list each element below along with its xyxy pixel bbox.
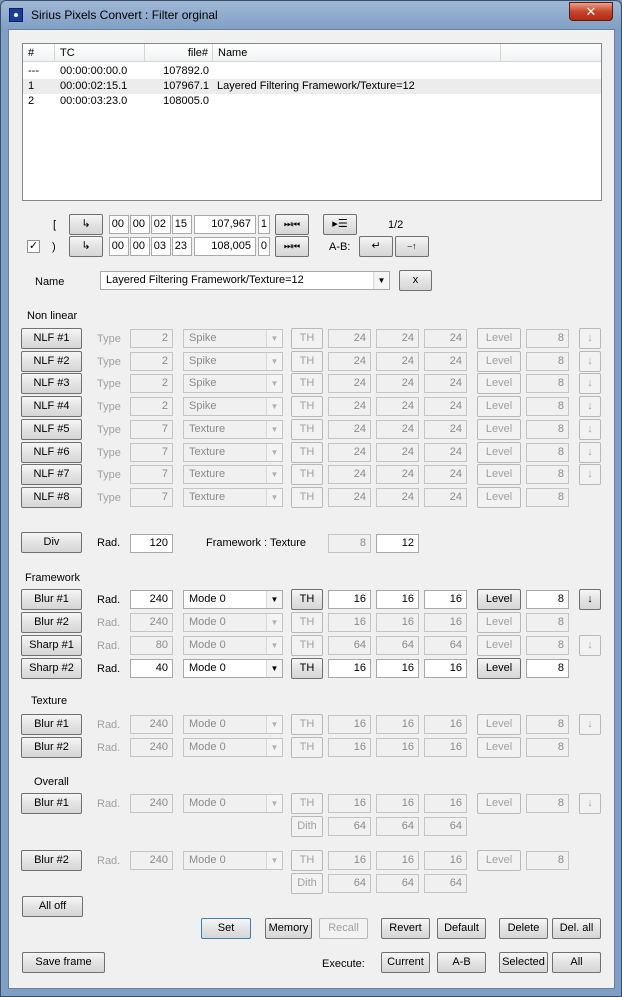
th-button[interactable]: TH <box>291 396 323 417</box>
level-field[interactable]: 8 <box>526 794 569 813</box>
dith-button[interactable]: Dith <box>291 816 323 837</box>
mode-select-value: Mode 0 <box>189 616 226 628</box>
skip-icon: ⏭⏮ <box>283 219 301 229</box>
level-field[interactable]: 8 <box>526 613 569 632</box>
framework-heading: Framework <box>25 572 81 584</box>
mode-select[interactable] <box>183 636 283 655</box>
th-value-field[interactable]: 16 <box>376 590 419 609</box>
list-icon: ▸☰ <box>332 218 348 230</box>
nlf-button[interactable]: NLF #7 <box>21 464 82 485</box>
in-minutes-field[interactable]: 00 <box>130 215 150 234</box>
level-field[interactable]: 8 <box>526 465 569 484</box>
mode-select-value: Spike <box>189 400 217 413</box>
th-value-field[interactable]: 16 <box>376 613 419 632</box>
chevron-down-icon[interactable]: ▼ <box>266 330 282 347</box>
chevron-down-icon[interactable]: ▼ <box>266 353 282 370</box>
level-field[interactable]: 8 <box>526 352 569 371</box>
th-button[interactable]: TH <box>291 373 323 394</box>
dith-value-field[interactable]: 64 <box>328 874 371 893</box>
skip-icon: ⏭⏮ <box>283 241 301 251</box>
th-value-field[interactable]: 24 <box>376 397 419 416</box>
radius-field[interactable]: 240 <box>130 590 173 609</box>
th-value-field[interactable]: 16 <box>424 851 467 870</box>
type-label: Type <box>97 446 121 459</box>
mode-select-value: Mode 0 <box>189 797 226 809</box>
texture-ratio-field[interactable]: 12 <box>376 534 419 553</box>
th-button[interactable]: TH <box>291 737 323 758</box>
mode-select[interactable] <box>183 374 283 393</box>
app-icon <box>9 8 23 22</box>
goto-icon: ↳ <box>81 240 91 252</box>
down-arrow-icon[interactable]: ↓ <box>579 328 601 349</box>
mode-select-value: Mode 0 <box>189 740 226 753</box>
execute-label: Execute: <box>322 958 365 970</box>
delete-button[interactable]: Delete <box>499 918 548 939</box>
chevron-down-icon[interactable]: ▼ <box>266 398 282 415</box>
div-button[interactable]: Div <box>21 532 82 553</box>
goto-in-button[interactable] <box>69 214 103 235</box>
out-hours-field[interactable]: 00 <box>109 237 129 256</box>
list-item-tc: 00:00:00:00.0 <box>60 65 128 77</box>
list-button[interactable] <box>323 214 357 235</box>
mode-select[interactable] <box>183 352 283 371</box>
list-item-file: 107892.0 <box>163 65 209 77</box>
in-seconds-field[interactable]: 02 <box>151 215 171 234</box>
window-title: Sirius Pixels Convert : Filter orginal <box>31 8 218 22</box>
th-value-field[interactable]: 16 <box>328 613 371 632</box>
nlf-button[interactable]: NLF #6 <box>21 442 82 463</box>
level-button[interactable]: Level <box>477 442 521 463</box>
th-value-field[interactable]: 16 <box>376 659 419 678</box>
radius-field[interactable]: 240 <box>130 794 173 813</box>
th-value-field[interactable]: 16 <box>376 851 419 870</box>
radius-field[interactable]: 240 <box>130 613 173 632</box>
level-button[interactable]: Level <box>477 373 521 394</box>
th-value-field[interactable]: 24 <box>376 465 419 484</box>
type-field[interactable]: 2 <box>130 352 173 371</box>
mode-select-value: Mode 0 <box>189 662 226 674</box>
mode-select[interactable] <box>183 329 283 348</box>
th-value-field[interactable]: 24 <box>328 329 371 348</box>
skip-in-button[interactable] <box>275 214 309 235</box>
th-value-field[interactable]: 24 <box>376 420 419 439</box>
down-arrow-icon[interactable]: ↓ <box>579 793 601 814</box>
radius-field[interactable]: 240 <box>130 851 173 870</box>
level-field[interactable]: 8 <box>526 738 569 757</box>
th-value-field[interactable]: 24 <box>424 329 467 348</box>
level-button[interactable]: Level <box>477 793 521 814</box>
th-value-field[interactable]: 24 <box>376 374 419 393</box>
close-icon: ✕ <box>585 4 597 19</box>
type-label: Type <box>97 333 121 345</box>
column-file[interactable]: file# <box>145 44 213 62</box>
framework-filter-button[interactable]: Blur #1 <box>21 589 82 610</box>
list-item[interactable] <box>23 94 601 109</box>
set-button[interactable]: Set <box>201 918 251 939</box>
chevron-down-icon[interactable]: ▼ <box>266 444 282 461</box>
framework-ratio-field[interactable]: 8 <box>328 534 371 553</box>
chevron-down-icon[interactable]: ▼ <box>266 466 282 483</box>
level-button[interactable]: Level <box>477 419 521 440</box>
framework-filter-button[interactable]: Blur #2 <box>21 612 82 633</box>
th-button[interactable]: TH <box>291 464 323 485</box>
nlf-button[interactable]: NLF #1 <box>21 328 82 349</box>
level-button[interactable]: Level <box>477 658 521 679</box>
div-radius-field[interactable]: 120 <box>130 534 173 553</box>
th-value-field[interactable]: 16 <box>376 715 419 734</box>
out-subframe-field[interactable]: 0 <box>258 237 270 256</box>
th-value-field[interactable]: 24 <box>424 488 467 507</box>
level-button[interactable]: Level <box>477 714 521 735</box>
th-button[interactable]: TH <box>291 442 323 463</box>
out-minutes-field[interactable]: 00 <box>130 237 150 256</box>
in-frames-field[interactable]: 15 <box>172 215 192 234</box>
th-button[interactable]: TH <box>291 635 323 656</box>
type-label: Type <box>97 491 121 504</box>
in-hours-field[interactable]: 00 <box>109 215 129 234</box>
page-indicator: 1/2 <box>388 219 404 231</box>
mode-select-value: Texture <box>189 490 226 503</box>
all-off-button[interactable]: All off <box>22 896 83 917</box>
list-item-file: 108005.0 <box>163 95 209 107</box>
mode-select[interactable] <box>183 397 283 416</box>
th-value-field[interactable]: 24 <box>376 443 419 462</box>
mode-select-value: Mode 0 <box>189 639 226 651</box>
type-label: Type <box>97 401 121 414</box>
return-icon: ↵ <box>371 240 381 252</box>
mode-select[interactable] <box>183 715 283 734</box>
level-field[interactable]: 8 <box>526 420 569 439</box>
name-value: Layered Filtering Framework/Texture=12 <box>106 274 304 286</box>
level-button[interactable]: Level <box>477 612 521 633</box>
ab-label: A-B: <box>329 241 351 253</box>
framework-filter-button[interactable]: Sharp #1 <box>21 635 82 656</box>
level-field[interactable]: 8 <box>526 636 569 655</box>
rad-label: Rad. <box>97 617 121 629</box>
mode-select[interactable] <box>183 420 283 439</box>
list-item-num: 2 <box>28 95 35 107</box>
chevron-down-icon[interactable]: ▼ <box>266 591 282 608</box>
th-value-field[interactable]: 64 <box>376 636 419 655</box>
down-arrow-icon[interactable]: ↓ <box>579 464 601 485</box>
type-field[interactable]: 2 <box>130 374 173 393</box>
nlf-button[interactable]: NLF #2 <box>21 351 82 372</box>
level-button[interactable]: Level <box>477 351 521 372</box>
overall-heading: Overall <box>34 776 69 788</box>
down-arrow-icon[interactable]: ↓ <box>579 351 601 372</box>
out-checkbox[interactable]: ✓ <box>28 240 39 252</box>
down-arrow-icon[interactable]: ↓ <box>579 635 601 656</box>
framework-texture-label: Framework : Texture <box>206 537 307 549</box>
level-field[interactable]: 8 <box>526 397 569 416</box>
th-value-field[interactable]: 16 <box>424 659 467 678</box>
level-field[interactable]: 8 <box>526 715 569 734</box>
list-item-tc: 00:00:02:15.1 <box>60 80 128 92</box>
th-value-field[interactable]: 24 <box>376 488 419 507</box>
th-value-field[interactable]: 24 <box>328 397 371 416</box>
name-combo[interactable] <box>100 271 390 290</box>
th-value-field[interactable]: 24 <box>424 397 467 416</box>
dith-value-field[interactable]: 64 <box>376 874 419 893</box>
level-field[interactable]: 8 <box>526 659 569 678</box>
chevron-down-icon[interactable]: ▼ <box>266 795 282 812</box>
chevron-down-icon[interactable]: ▼ <box>266 852 282 869</box>
chevron-down-icon[interactable]: ▼ <box>266 716 282 733</box>
overall-filter-button[interactable]: Blur #2 <box>21 850 82 871</box>
type-label: Type <box>97 423 121 436</box>
radius-field[interactable]: 80 <box>130 636 173 655</box>
dith-value-field[interactable]: 64 <box>376 817 419 836</box>
chevron-down-icon[interactable]: ▼ <box>266 614 282 631</box>
th-value-field[interactable]: 24 <box>328 420 371 439</box>
th-button[interactable]: TH <box>291 328 323 349</box>
chevron-down-icon[interactable]: ▼ <box>266 489 282 506</box>
level-button[interactable]: Level <box>477 850 521 871</box>
column-tc[interactable]: TC <box>55 44 145 62</box>
in-frame-number-field[interactable]: 107,967 <box>194 215 256 234</box>
level-button[interactable]: Level <box>477 589 521 610</box>
texture-filter-button[interactable]: Blur #2 <box>21 737 82 758</box>
rad-label: Rad. <box>97 663 121 675</box>
rad-label: Rad. <box>97 741 121 754</box>
type-field[interactable]: 2 <box>130 329 173 348</box>
level-button[interactable]: Level <box>477 396 521 417</box>
th-value-field[interactable]: 24 <box>424 465 467 484</box>
nlf-button[interactable]: NLF #5 <box>21 419 82 440</box>
nlf-button[interactable]: NLF #3 <box>21 373 82 394</box>
th-value-field[interactable]: 16 <box>328 851 371 870</box>
th-value-field[interactable]: 24 <box>424 374 467 393</box>
level-button[interactable]: Level <box>477 328 521 349</box>
th-value-field[interactable]: 24 <box>424 420 467 439</box>
type-label: Type <box>97 378 121 391</box>
mode-select-value: Spike <box>189 377 217 390</box>
mode-select-value: Spike <box>189 354 217 367</box>
rad-label: Rad. <box>97 719 121 731</box>
list-item[interactable] <box>23 79 601 94</box>
div-rad-label: Rad. <box>97 537 121 549</box>
down-arrow-icon[interactable]: ↓ <box>579 442 601 463</box>
out-bracket-label: ) <box>52 241 56 253</box>
th-value-field[interactable]: 24 <box>424 352 467 371</box>
th-value-field[interactable]: 24 <box>376 352 419 371</box>
delete-all-button[interactable]: Del. all <box>552 918 601 939</box>
level-button[interactable]: Level <box>477 464 521 485</box>
th-button[interactable]: TH <box>291 658 323 679</box>
list-item[interactable] <box>23 64 601 79</box>
th-value-field[interactable]: 16 <box>424 715 467 734</box>
level-field[interactable]: 8 <box>526 590 569 609</box>
rad-label: Rad. <box>97 640 121 652</box>
chevron-down-icon[interactable]: ▼ <box>266 739 282 756</box>
type-field[interactable]: 7 <box>130 443 173 462</box>
radius-field[interactable]: 240 <box>130 738 173 757</box>
level-field[interactable]: 8 <box>526 488 569 507</box>
level-field[interactable]: 8 <box>526 374 569 393</box>
framework-filter-button[interactable]: Sharp #2 <box>21 658 82 679</box>
list-item-tc: 00:00:03:23.0 <box>60 95 128 107</box>
list-item-num: --- <box>28 65 39 77</box>
clear-name-button[interactable]: x <box>399 270 432 291</box>
ab-return-button[interactable] <box>359 236 393 257</box>
nlf-button[interactable]: NLF #8 <box>21 487 82 508</box>
level-field[interactable]: 8 <box>526 851 569 870</box>
dith-button[interactable]: Dith <box>291 873 323 894</box>
level-field[interactable]: 8 <box>526 329 569 348</box>
th-value-field[interactable]: 16 <box>376 794 419 813</box>
type-label: Type <box>97 469 121 482</box>
dith-value-field[interactable]: 64 <box>424 874 467 893</box>
mode-select[interactable] <box>183 613 283 632</box>
th-value-field[interactable]: 16 <box>328 794 371 813</box>
mode-select-value: Spike <box>189 332 217 344</box>
texture-heading: Texture <box>31 695 68 707</box>
ab-set-button[interactable] <box>395 236 429 257</box>
recall-button[interactable]: Recall <box>319 918 368 939</box>
list-item-num: 1 <box>28 80 35 92</box>
level-button[interactable]: Level <box>477 487 521 508</box>
goto-out-button[interactable] <box>69 236 103 257</box>
th-value-field[interactable]: 16 <box>424 613 467 632</box>
th-value-field[interactable]: 24 <box>328 443 371 462</box>
save-frame-button[interactable]: Save frame <box>22 952 105 973</box>
column-num[interactable]: # <box>23 44 55 62</box>
th-button[interactable]: TH <box>291 419 323 440</box>
chevron-down-icon[interactable]: ▼ <box>266 660 282 677</box>
th-button[interactable]: TH <box>291 589 323 610</box>
chevron-down-icon[interactable]: ▼ <box>266 421 282 438</box>
dith-value-field[interactable]: 64 <box>424 817 467 836</box>
goto-icon: ↳ <box>81 218 91 230</box>
chevron-down-icon[interactable]: ▼ <box>266 637 282 654</box>
title-bar[interactable] <box>1 1 621 29</box>
mode-select-value: Mode 0 <box>189 854 226 866</box>
down-arrow-icon[interactable]: ↓ <box>579 589 601 610</box>
revert-button[interactable]: Revert <box>381 918 430 939</box>
th-value-field[interactable]: 16 <box>424 738 467 757</box>
mode-select[interactable] <box>183 794 283 813</box>
skip-out-button[interactable] <box>275 236 309 257</box>
dialog-client <box>8 29 615 989</box>
execute-all-button[interactable]: All <box>552 952 601 973</box>
th-button[interactable]: TH <box>291 612 323 633</box>
chevron-down-icon[interactable]: ▼ <box>266 375 282 392</box>
default-button[interactable]: Default <box>437 918 486 939</box>
execute-ab-button[interactable]: A-B <box>437 952 486 973</box>
th-value-field[interactable]: 24 <box>328 488 371 507</box>
th-button[interactable]: TH <box>291 850 323 871</box>
nlf-button[interactable]: NLF #4 <box>21 396 82 417</box>
mode-select[interactable] <box>183 738 283 757</box>
th-value-field[interactable]: 16 <box>328 659 371 678</box>
close-button[interactable] <box>569 2 613 21</box>
down-arrow-icon[interactable]: ↓ <box>579 396 601 417</box>
type-field[interactable]: 7 <box>130 488 173 507</box>
mode-select[interactable] <box>183 590 283 609</box>
th-button[interactable]: TH <box>291 793 323 814</box>
memory-button[interactable]: Memory <box>265 918 312 939</box>
list-header <box>23 44 601 62</box>
mode-select-value: Mode 0 <box>189 718 226 730</box>
mode-select-value: Texture <box>189 468 226 481</box>
set-mark-icon: ⎯↑ <box>407 241 417 251</box>
type-label: Type <box>97 355 121 368</box>
rad-label: Rad. <box>97 594 121 606</box>
name-label: Name <box>35 276 65 288</box>
th-value-field[interactable]: 64 <box>424 636 467 655</box>
nonlinear-heading: Non linear <box>27 310 78 322</box>
down-arrow-icon[interactable]: ↓ <box>579 419 601 440</box>
radius-field[interactable]: 40 <box>130 659 173 678</box>
mode-select-value: Texture <box>189 445 226 458</box>
out-seconds-field[interactable]: 03 <box>151 237 171 256</box>
th-value-field[interactable]: 16 <box>424 794 467 813</box>
th-value-field[interactable]: 24 <box>328 352 371 371</box>
down-arrow-icon[interactable]: ↓ <box>579 373 601 394</box>
level-button[interactable]: Level <box>477 635 521 656</box>
radius-field[interactable]: 240 <box>130 715 173 734</box>
mode-select[interactable] <box>183 851 283 870</box>
th-value-field[interactable]: 16 <box>424 590 467 609</box>
list-item-name: Layered Filtering Framework/Texture=12 <box>217 80 415 92</box>
level-button[interactable]: Level <box>477 737 521 758</box>
in-bracket-label: [ <box>53 219 57 231</box>
chevron-down-icon[interactable]: ▼ <box>373 272 389 289</box>
th-value-field[interactable]: 24 <box>328 374 371 393</box>
rad-label: Rad. <box>97 798 121 810</box>
execute-selected-button[interactable]: Selected <box>499 952 548 973</box>
type-field[interactable]: 7 <box>130 420 173 439</box>
down-arrow-icon[interactable]: ↓ <box>579 714 601 735</box>
type-field[interactable]: 2 <box>130 397 173 416</box>
th-value-field[interactable]: 16 <box>328 738 371 757</box>
cut-list[interactable] <box>22 43 602 201</box>
th-button[interactable]: TH <box>291 351 323 372</box>
th-button[interactable]: TH <box>291 714 323 735</box>
mode-select-value: Texture <box>189 422 226 435</box>
in-subframe-field[interactable]: 1 <box>258 215 270 234</box>
mode-select[interactable] <box>183 659 283 678</box>
mode-select-value: Mode 0 <box>189 593 226 605</box>
mode-select[interactable] <box>183 488 283 507</box>
overall-filter-button[interactable]: Blur #1 <box>21 793 82 814</box>
rad-label: Rad. <box>97 855 121 867</box>
th-value-field[interactable]: 64 <box>328 636 371 655</box>
list-item-file: 107967.1 <box>163 80 209 92</box>
th-value-field[interactable]: 16 <box>328 590 371 609</box>
th-value-field[interactable]: 16 <box>328 715 371 734</box>
level-field[interactable]: 8 <box>526 443 569 462</box>
th-button[interactable]: TH <box>291 487 323 508</box>
out-frames-field[interactable]: 23 <box>172 237 192 256</box>
execute-current-button[interactable]: Current <box>381 952 430 973</box>
type-field[interactable]: 7 <box>130 465 173 484</box>
mode-select[interactable] <box>183 443 283 462</box>
column-name[interactable]: Name <box>213 44 501 62</box>
th-value-field[interactable]: 24 <box>424 443 467 462</box>
out-frame-number-field[interactable]: 108,005 <box>194 237 256 256</box>
th-value-field[interactable]: 24 <box>328 465 371 484</box>
texture-filter-button[interactable]: Blur #1 <box>21 714 82 735</box>
th-value-field[interactable]: 16 <box>376 738 419 757</box>
mode-select[interactable] <box>183 465 283 484</box>
dith-value-field[interactable]: 64 <box>328 817 371 836</box>
th-value-field[interactable]: 24 <box>376 329 419 348</box>
